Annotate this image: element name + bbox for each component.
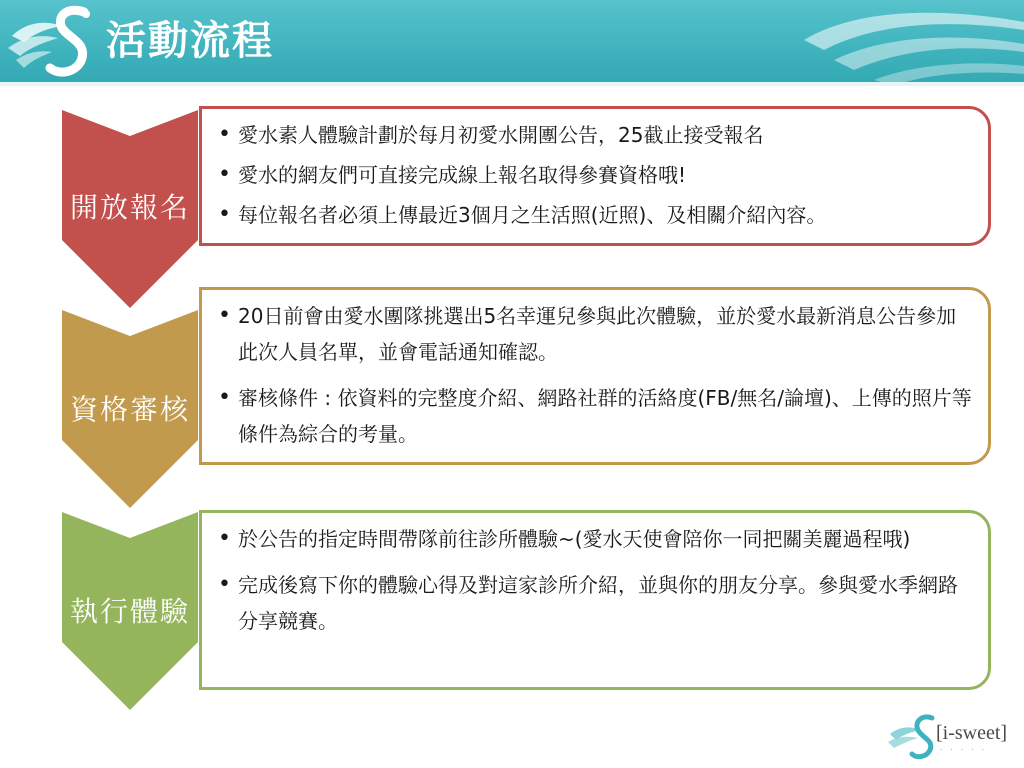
step-arrow-experience bbox=[62, 512, 198, 710]
step-box-experience bbox=[199, 510, 991, 690]
step-label: 執行體驗 bbox=[69, 595, 190, 628]
step-label: 資格審核 bbox=[69, 393, 190, 426]
step-box-review bbox=[199, 287, 991, 465]
step-label: 開放報名 bbox=[69, 191, 190, 224]
bullet-item: • 完成後寫下你的體驗心得及對這家診所介紹，並與你的朋友分享。參與愛水季網路分享競賽。 bbox=[216, 567, 974, 639]
brand-name: [i-sweet] bbox=[936, 722, 1008, 744]
brand-tagline: · · · · · bbox=[940, 746, 988, 754]
step-arrow-register bbox=[62, 110, 198, 308]
bullet-item: • 於公告的指定時間帶隊前往診所體驗~(愛水天使會陪你一同把關美麗過程哦) bbox=[216, 521, 974, 557]
page-title: 活動流程 bbox=[106, 18, 274, 64]
bullet-item: • 每位報名者必須上傳最近3個月之生活照(近照)、及相關介紹內容。 bbox=[216, 197, 974, 233]
swan-s-logo-icon bbox=[6, 2, 102, 84]
bullet-item: • 愛水的網友們可直接完成線上報名取得參賽資格哦! bbox=[216, 157, 974, 193]
header-bar bbox=[0, 0, 1024, 86]
step-arrow-review bbox=[62, 310, 198, 508]
wave-decoration-icon bbox=[794, 0, 1024, 86]
bullet-item: • 愛水素人體驗計劃於每月初愛水開團公告，25截止接受報名 bbox=[216, 117, 974, 153]
step-box-register bbox=[199, 106, 991, 246]
bullet-item: • 20日前會由愛水團隊挑選出5名幸運兒參與此次體驗，並於愛水最新消息公告參加此次人員名單，並會電話通知確認。 bbox=[216, 298, 974, 370]
bullet-item: • 審核條件 : 依資料的完整度介紹、網路社群的活絡度(FB/無名/論壇)、上傳的照片等條件為綜合的考量。 bbox=[216, 380, 974, 452]
header-divider bbox=[0, 82, 1024, 86]
